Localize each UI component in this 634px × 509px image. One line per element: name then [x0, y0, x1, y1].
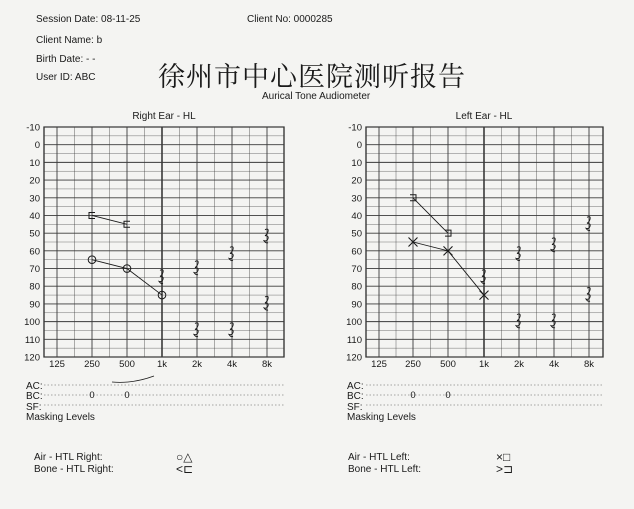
y-tick-label-right: 30	[29, 193, 40, 205]
session-date: Session Date: 08-11-25	[36, 14, 141, 25]
handwritten-mark-left	[586, 217, 590, 231]
handwritten-mark-right	[194, 261, 198, 275]
masking-ac-label-right: AC:	[26, 381, 43, 392]
y-tick-label-left: 30	[351, 193, 362, 205]
legend-bone-right-symbols: <⊏	[176, 462, 194, 476]
legend-air-right-symbols: ○△	[176, 450, 193, 464]
legend-bone-left: Bone - HTL Left:	[348, 464, 421, 475]
y-tick-label-left: 20	[351, 175, 362, 187]
chart-title-left: Left Ear - HL	[455, 111, 513, 122]
client-number: Client No: 0000285	[247, 14, 333, 25]
masking-bc-label-right: BC:	[26, 391, 43, 402]
masking-bc-value-left: 0	[445, 390, 451, 401]
x-tick-label-left: 1k	[478, 359, 490, 370]
y-tick-label-left: 0	[356, 140, 362, 152]
y-tick-label-left: 50	[351, 228, 362, 240]
y-tick-label-right: 110	[24, 334, 40, 346]
y-tick-label-right: 40	[29, 210, 40, 222]
handwritten-mark-right	[229, 247, 233, 261]
y-tick-label-left: 100	[346, 317, 362, 329]
x-tick-label-left: 2k	[513, 359, 525, 370]
y-tick-label-left: 110	[346, 334, 362, 346]
y-tick-label-left: 60	[351, 246, 362, 258]
y-tick-label-left: -10	[348, 122, 362, 134]
user-id: User ID: ABC	[36, 72, 96, 83]
y-tick-label-right: 20	[29, 175, 40, 187]
client-name: Client Name: b	[36, 35, 103, 46]
legend-bone-left-symbols: >⊐	[496, 462, 514, 476]
x-tick-label-left: 125	[371, 359, 387, 370]
pen-stroke	[112, 376, 154, 382]
x-tick-label-right: 1k	[156, 359, 168, 370]
x-tick-label-right: 125	[49, 359, 65, 370]
masking-sf-label-right: SF:	[26, 402, 42, 413]
masking-bc-value-left: 0	[410, 390, 416, 401]
handwritten-mark-right	[194, 323, 198, 337]
masking-bc-label-left: BC:	[347, 391, 364, 402]
report-subtitle: Aurical Tone Audiometer	[262, 91, 371, 102]
y-tick-label-right: 90	[29, 299, 40, 311]
y-tick-label-right: 10	[29, 157, 40, 169]
handwritten-mark-right	[264, 229, 268, 243]
handwritten-mark-right	[229, 323, 233, 337]
masking-ac-label-left: AC:	[347, 381, 364, 392]
y-tick-label-left: 10	[351, 157, 362, 169]
y-tick-label-right: 50	[29, 228, 40, 240]
x-tick-label-right: 8k	[261, 359, 273, 370]
legend-air-left-symbols: ×□	[496, 450, 511, 464]
y-tick-label-right: -10	[26, 122, 40, 134]
x-tick-label-left: 250	[405, 359, 421, 370]
report-title: 徐州市中心医院测听报告	[158, 62, 466, 93]
x-tick-label-left: 4k	[548, 359, 560, 370]
y-tick-label-right: 0	[34, 140, 40, 152]
x-tick-label-right: 250	[84, 359, 100, 370]
masking-levels-label-left: Masking Levels	[347, 412, 416, 423]
legend-bone-right: Bone - HTL Right:	[34, 464, 114, 475]
handwritten-mark-left	[516, 314, 520, 328]
masking-sf-label-left: SF:	[347, 402, 363, 413]
masking-bc-value-right: 0	[124, 390, 130, 401]
legend-air-right: Air - HTL Right:	[34, 452, 103, 463]
legend-air-left: Air - HTL Left:	[348, 452, 410, 463]
chart-title-right: Right Ear - HL	[132, 111, 196, 122]
y-tick-label-left: 80	[351, 281, 362, 293]
birth-date: Birth Date: - -	[36, 54, 96, 65]
handwritten-mark-left	[516, 247, 520, 261]
handwritten-mark-left	[551, 238, 555, 252]
handwritten-mark-left	[586, 287, 590, 301]
masking-levels-label-right: Masking Levels	[26, 412, 95, 423]
x-tick-label-right: 2k	[191, 359, 203, 370]
y-tick-label-right: 80	[29, 281, 40, 293]
handwritten-mark-right	[264, 296, 268, 310]
handwritten-mark-left	[551, 314, 555, 328]
y-tick-label-left: 90	[351, 299, 362, 311]
x-tick-label-left: 500	[440, 359, 456, 370]
y-tick-label-left: 40	[351, 210, 362, 222]
x-tick-label-right: 4k	[226, 359, 238, 370]
y-tick-label-left: 70	[351, 264, 362, 276]
x-tick-label-left: 8k	[583, 359, 595, 370]
y-tick-label-right: 70	[29, 264, 40, 276]
x-tick-label-right: 500	[119, 359, 135, 370]
masking-bc-value-right: 0	[89, 390, 95, 401]
y-tick-label-right: 60	[29, 246, 40, 258]
y-tick-label-left: 120	[346, 352, 362, 364]
y-tick-label-right: 100	[24, 317, 40, 329]
y-tick-label-right: 120	[24, 352, 40, 364]
